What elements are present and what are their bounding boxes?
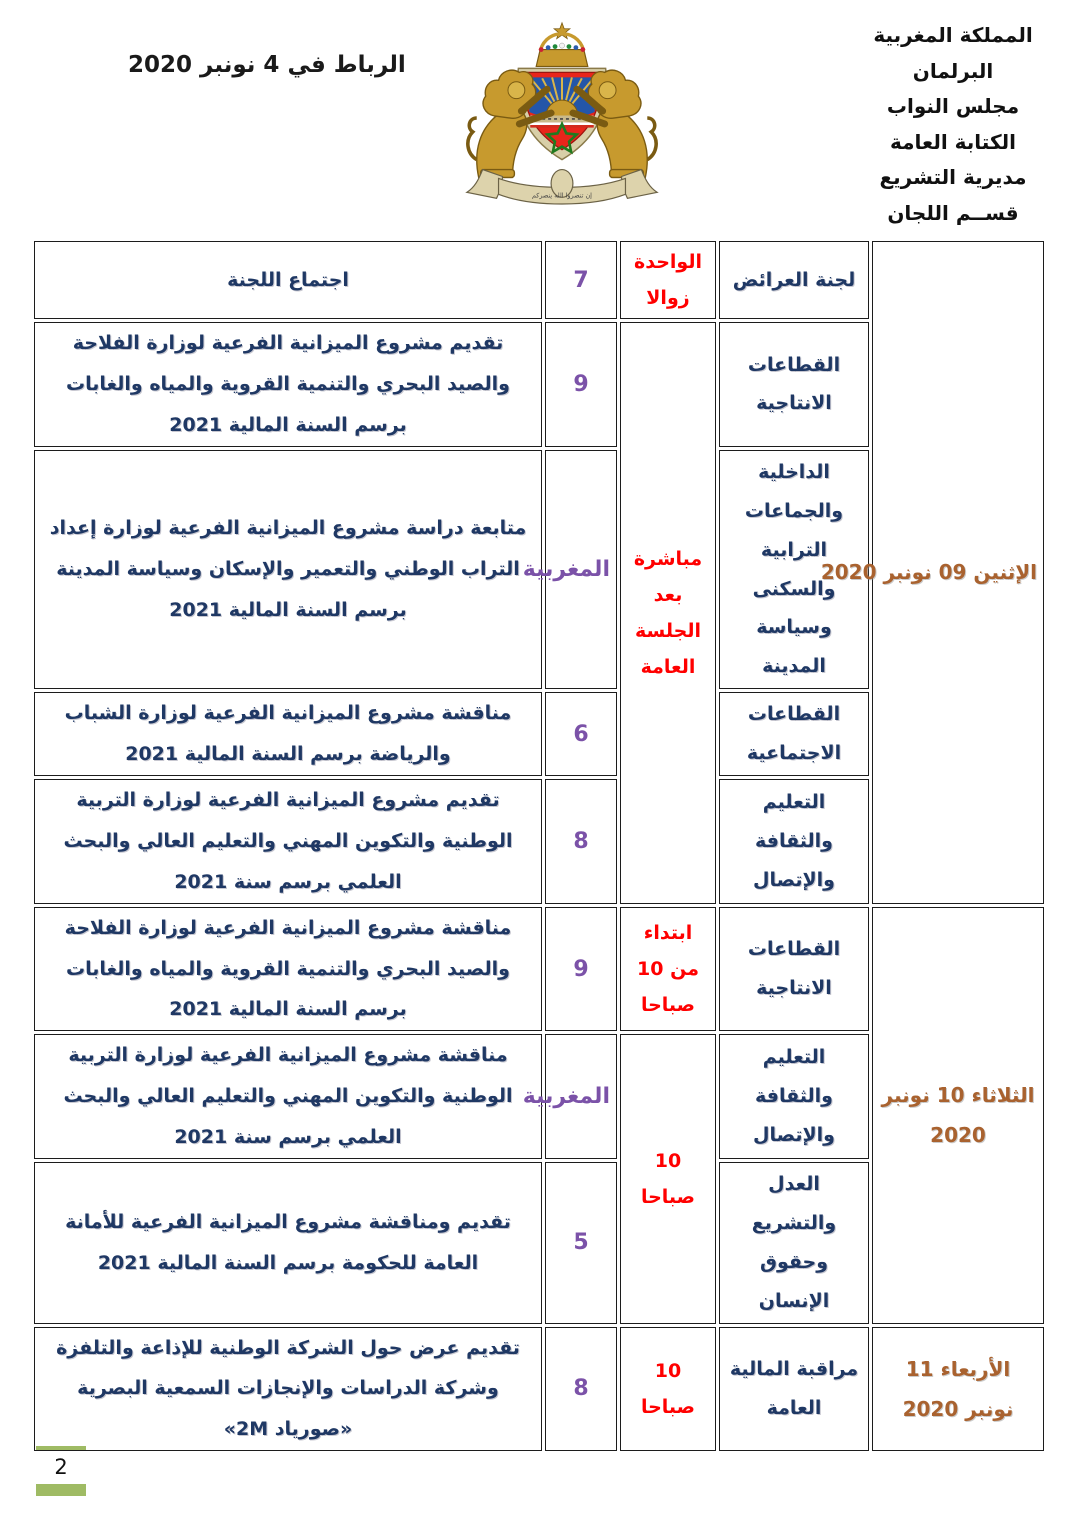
date-cell: الإثنين 09 نونبر 2020 (872, 241, 1044, 904)
agenda-cell: مناقشة مشروع الميزانية الفرعية لوزارة التربية الوطنية والتكوين المهني والتعليم العالي والبحث العلمي برسم سنة 2021 (34, 1034, 542, 1159)
place-date-line: الرباط في 4 نونبر 2020 (128, 52, 406, 78)
time-cell: 10 صباحا (620, 1327, 716, 1452)
date-cell: الثلاثاء 10 نونبر 2020 (872, 907, 1044, 1324)
session-number-cell: 9 (545, 322, 617, 447)
schedule-table-wrap (31, 238, 1047, 1454)
emblem-motto-text: إن تنصروا الله ينصركم (532, 191, 592, 200)
agenda-cell: مناقشة مشروع الميزانية الفرعية لوزارة الشباب والرياضة برسم السنة المالية 2021 (34, 692, 542, 776)
agenda-cell: تقديم مشروع الميزانية الفرعية لوزارة التربية الوطنية والتكوين المهني والتعليم العالي والبحث العلمي برسم سنة 2021 (34, 779, 542, 904)
shield-icon (524, 72, 601, 151)
committee-cell: القطاعات الاجتماعية (719, 692, 869, 776)
table-row (34, 241, 1044, 319)
session-number-cell: 6 (545, 692, 617, 776)
session-number-cell: المغربية (545, 450, 617, 690)
agenda-cell: تقديم مشروع الميزانية الفرعية لوزارة الفلاحة والصيد البحري والتنمية القروية والمياه والغابات برسم السنة المالية 2021 (34, 322, 542, 447)
schedule-table (31, 238, 1047, 1454)
letterhead-division: قســم اللجان (887, 200, 1019, 225)
session-number-cell: 9 (545, 907, 617, 1032)
agenda-cell: تقديم ومناقشة مشروع الميزانية الفرعية للأمانة العامة للحكومة برسم السنة المالية 2021 (34, 1162, 542, 1324)
committee-cell: التعليم والثقافة والإتصال (719, 779, 869, 904)
time-cell: 10 صباحا (620, 1034, 716, 1323)
committee-cell: مراقبة المالية العامة (719, 1327, 869, 1452)
footer-bar-bottom (36, 1484, 86, 1496)
letterhead-chamber: مجلس النواب (886, 94, 1020, 118)
committee-cell: الداخلية والجماعات الترابية والسكنى وسياسة المدينة (719, 450, 869, 690)
agenda-cell: مناقشة مشروع الميزانية الفرعية لوزارة الفلاحة والصيد البحري والتنمية القروية والمياه والغابات برسم السنة المالية 2021 (34, 907, 542, 1032)
session-number-cell: 8 (545, 779, 617, 904)
committee-cell: لجنة العرائض (719, 241, 869, 319)
session-number-cell: 7 (545, 241, 617, 319)
session-number-cell: المغربية (545, 1034, 617, 1159)
table-row (34, 907, 1044, 1032)
crown-icon (536, 23, 588, 67)
time-cell: مباشرة بعد الجلسة العامة (620, 322, 716, 904)
table-row (34, 1327, 1044, 1452)
session-number-cell: 5 (545, 1162, 617, 1324)
session-number-cell: 8 (545, 1327, 617, 1452)
letterhead (842, 18, 1064, 231)
letterhead-directorate: مديرية التشريع (879, 165, 1027, 189)
committee-cell: التعليم والثقافة والإتصال (719, 1034, 869, 1159)
time-cell: ابتداء من 10 صباحا (620, 907, 716, 1032)
page-number: 2 (54, 1455, 68, 1479)
letterhead-kingdom: المملكة المغربية (873, 23, 1033, 47)
time-cell: الواحدة زوالا (620, 241, 716, 319)
agenda-cell: اجتماع اللجنة (34, 241, 542, 319)
moroccan-coat-of-arms-icon (443, 20, 681, 212)
agenda-cell: تقديم عرض حول الشركة الوطنية للإذاعة والتلفزة وشركة الدراسات والإنجازات السمعية البصرية «صورياد 2M» (34, 1327, 542, 1452)
committee-cell: العدل والتشريع وحقوق الإنسان (719, 1162, 869, 1324)
agenda-cell: متابعة دراسة مشروع الميزانية الفرعية لوزارة إعداد التراب الوطني والتعمير والإسكان وسياسة المدينة برسم السنة المالية 2021 (34, 450, 542, 690)
committee-cell: القطاعات الانتاجية (719, 322, 869, 447)
page-footer (36, 1446, 86, 1496)
committee-cell: القطاعات الانتاجية (719, 907, 869, 1032)
letterhead-parliament: البرلمان (912, 58, 994, 83)
letterhead-secretariat: الكتابة العامة (890, 129, 1016, 154)
date-cell: الأربعاء 11 نونبر 2020 (872, 1327, 1044, 1452)
